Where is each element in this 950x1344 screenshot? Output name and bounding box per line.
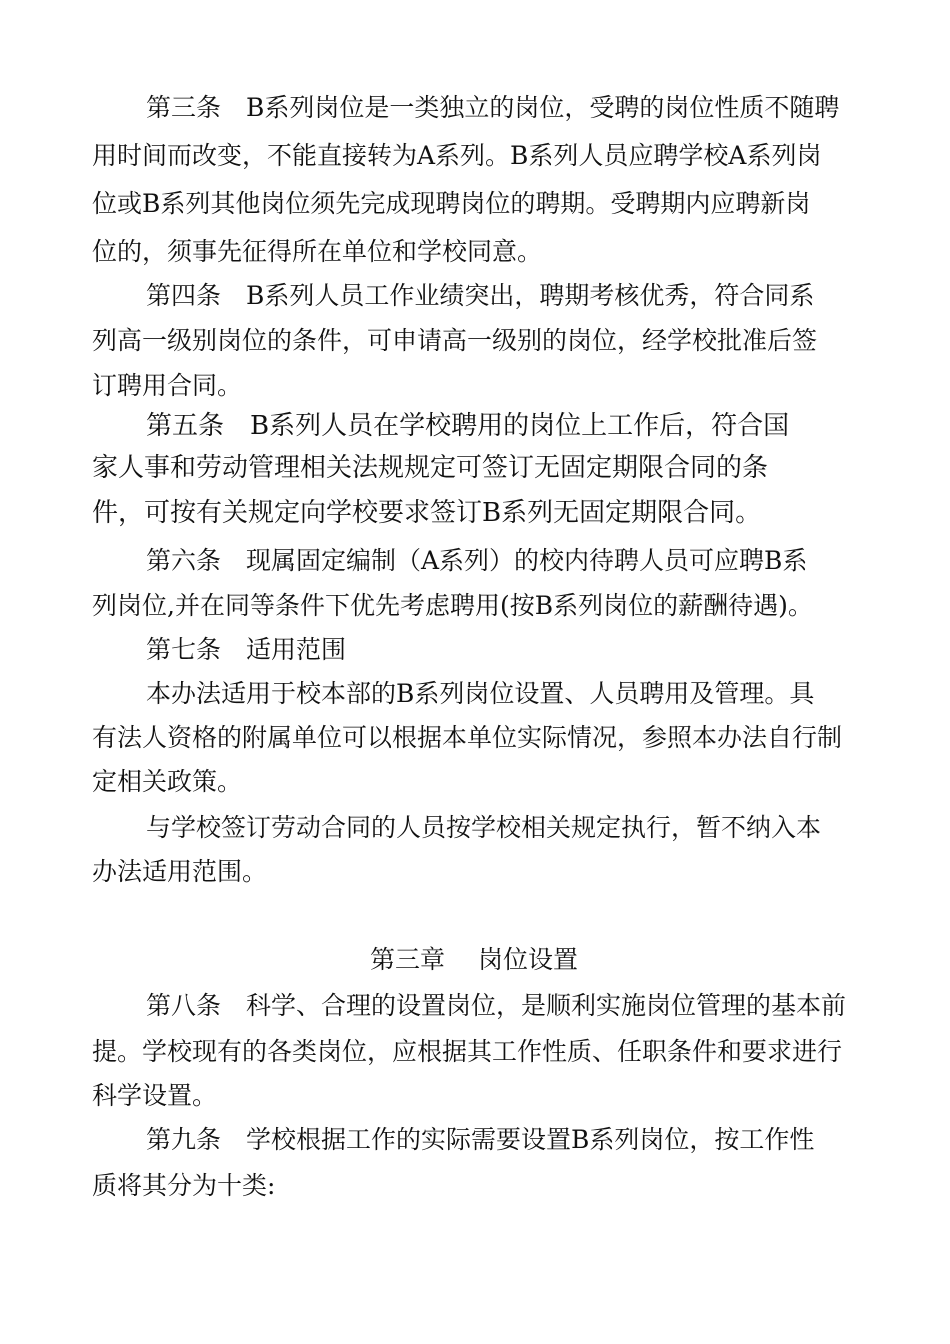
chapter-heading: 第三章 岗位设置 — [370, 945, 578, 974]
article-8-line-1: 第八条 科学、合理的设置岗位，是顺利实施岗位管理的基本前 — [146, 991, 847, 1020]
article-3-line-2: 用时间而改变，不能直接转为A系列。B系列人员应聘学校A系列岗 — [92, 141, 822, 170]
article-4-line-2: 列高一级别岗位的条件，可申请高一级别的岗位，经学校批准后签 — [92, 326, 818, 355]
article-7-para-1-line-3: 定相关政策。 — [92, 767, 243, 796]
article-8-line-3: 科学设置。 — [92, 1081, 218, 1110]
article-5-line-2: 家人事和劳动管理相关法规规定可签订无固定期限合同的条 — [92, 453, 769, 483]
article-7-para-2-line-2: 办法适用范围。 — [92, 857, 268, 886]
article-9-line-1: 第九条 学校根据工作的实际需要设置B系列岗位，按工作性 — [146, 1125, 815, 1154]
article-4-line-3: 订聘用合同。 — [92, 371, 243, 400]
article-8-line-2: 提。学校现有的各类岗位，应根据其工作性质、任职条件和要求进行 — [92, 1037, 843, 1066]
article-5-line-3: 件，可按有关规定向学校要求签订B系列无固定期限合同。 — [92, 498, 762, 528]
article-3-line-3: 位或B系列其他岗位须先完成现聘岗位的聘期。受聘期内应聘新岗 — [92, 189, 811, 218]
article-7-para-1-line-2: 有法人资格的附属单位可以根据本单位实际情况，参照本办法自行制 — [92, 723, 843, 752]
article-3-line-4: 位的，须事先征得所在单位和学校同意。 — [92, 237, 543, 266]
article-3-line-1: 第三条 B系列岗位是一类独立的岗位，受聘的岗位性质不随聘 — [146, 93, 840, 122]
article-6-line-2: 列岗位,并在同等条件下优先考虑聘用(按B系列岗位的薪酬待遇)。 — [92, 591, 813, 620]
article-5-line-1: 第五条 B系列人员在学校聘用的岗位上工作后，符合国 — [146, 411, 790, 441]
article-9-line-2: 质将其分为十类: — [92, 1171, 276, 1200]
article-7-para-1-line-1: 本办法适用于校本部的B系列岗位设置、人员聘用及管理。具 — [146, 679, 815, 708]
article-4-line-1: 第四条 B系列人员工作业绩突出，聘期考核优秀，符合同系 — [146, 281, 815, 310]
article-7-title: 第七条 适用范围 — [146, 635, 347, 664]
article-7-para-2-line-1: 与学校签订劳动合同的人员按学校相关规定执行，暂不纳入本 — [146, 813, 822, 842]
article-6-line-1: 第六条 现属固定编制（A系列）的校内待聘人员可应聘B系 — [146, 546, 808, 575]
